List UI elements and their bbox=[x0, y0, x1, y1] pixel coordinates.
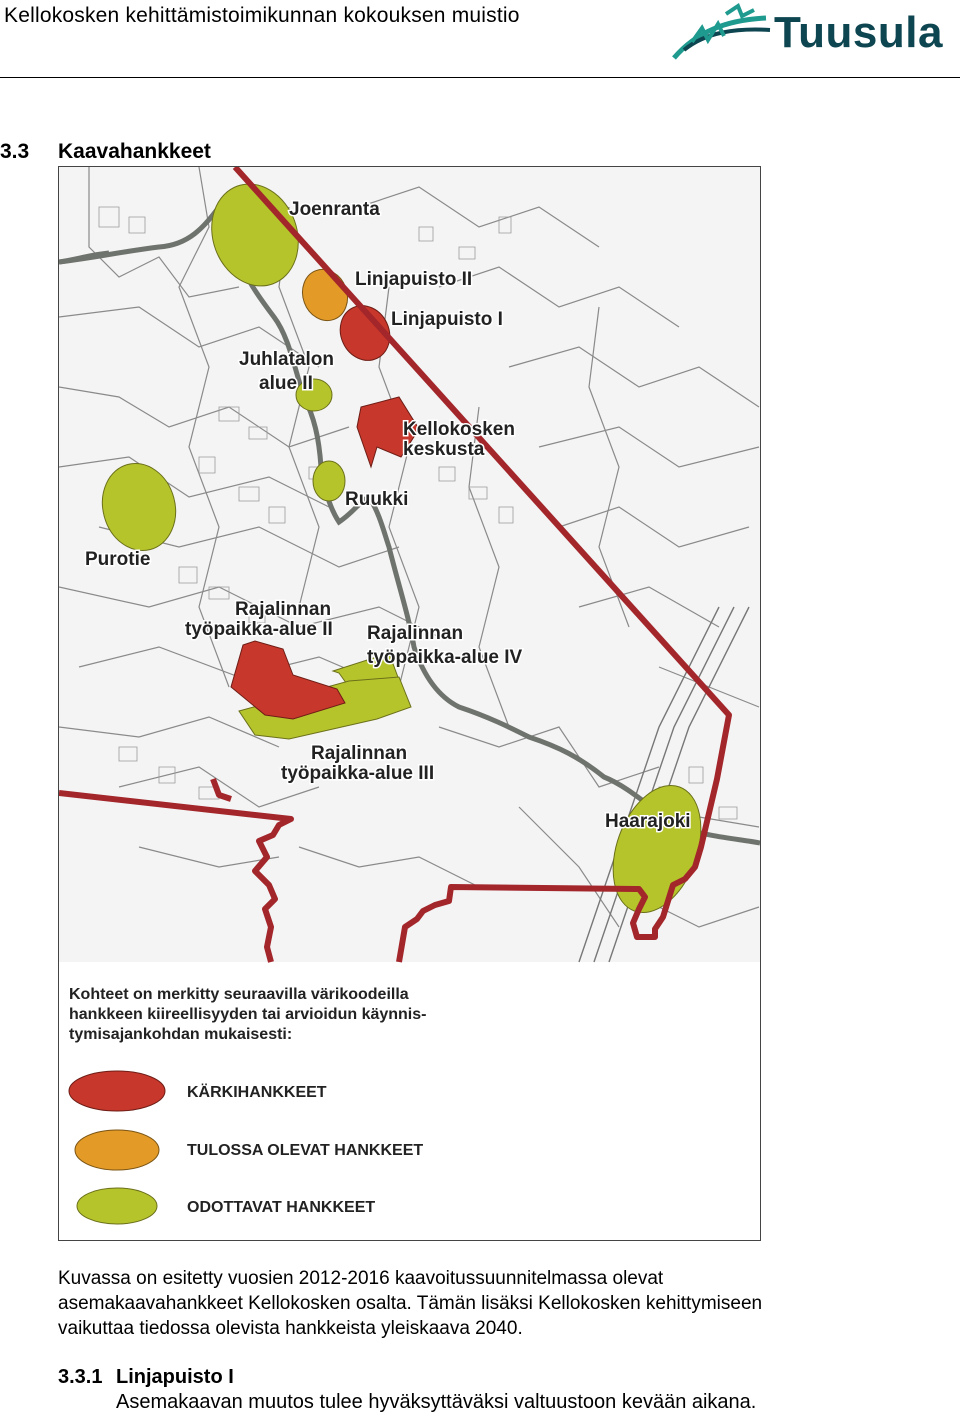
legend-swatch-odottavat bbox=[77, 1188, 157, 1224]
legend-label-karkihankkeet: KÄRKIHANKKEET bbox=[187, 1084, 327, 1101]
subsection-heading bbox=[58, 1366, 234, 1389]
legend-swatch-karkihankkeet bbox=[69, 1071, 165, 1111]
legend-label-odottavat: ODOTTAVAT HANKKEET bbox=[187, 1199, 376, 1216]
legend-intro-line-1: Kohteet on merkitty seuraavilla värikoodeilla bbox=[69, 986, 409, 1003]
tuusula-logo bbox=[666, 2, 960, 66]
label-rajalinnan-ii-2: työpaikka-alue II bbox=[185, 619, 333, 640]
area-ruukki bbox=[313, 461, 345, 501]
legend-swatch-tulossa-olevat bbox=[75, 1130, 159, 1170]
document-header-title: Kellokosken kehittämistoimikunnan kokouksen muistio bbox=[4, 4, 520, 27]
label-juhlatalon-2: alue II bbox=[259, 373, 313, 394]
subsection-text: Asemakaavan muutos tulee hyväksyttäväksi valtuustoon kevään aikana. bbox=[116, 1391, 757, 1413]
tuusula-emblem-icon bbox=[666, 2, 776, 66]
label-kellokosken-1: Kellokosken bbox=[403, 419, 515, 440]
label-rajalinnan-iii-2: työpaikka-alue III bbox=[281, 763, 435, 784]
label-rajalinnan-iii-1: Rajalinnan bbox=[311, 743, 408, 764]
body-line-1: Kuvassa on esitetty vuosien 2012-2016 kaavoitussuunnitelmassa olevat bbox=[58, 1268, 664, 1289]
label-juhlatalon-1: Juhlatalon bbox=[239, 349, 335, 370]
label-linjapuisto-ii: Linjapuisto II bbox=[355, 269, 473, 290]
map-legend bbox=[69, 986, 426, 1224]
legend-intro-line-2: hankkeen kiireellisyyden tai arvioidun käynnis- bbox=[69, 1006, 427, 1023]
zoning-map-figure bbox=[58, 166, 761, 1241]
body-line-2: asemakaavahankkeet Kellokosken osalta. Tämän lisäksi Kellokosken kehittymiseen bbox=[58, 1293, 763, 1314]
label-ruukki: Ruukki bbox=[345, 489, 409, 510]
section-number: 3.3 bbox=[0, 140, 30, 163]
label-rajalinnan-iv-2: työpaikka-alue IV bbox=[367, 647, 523, 668]
body-line-3: vaikuttaa tiedossa olevista hankkeista yleiskaava 2040. bbox=[58, 1318, 523, 1339]
zoning-map bbox=[59, 167, 760, 1240]
label-haarajoki: Haarajoki bbox=[605, 811, 691, 832]
section-title: Kaavahankkeet bbox=[58, 140, 211, 163]
subsection-title: Linjapuisto I bbox=[116, 1366, 234, 1388]
subsection-number: 3.3.1 bbox=[58, 1366, 103, 1388]
label-purotie: Purotie bbox=[85, 549, 151, 570]
logo-wordmark: Tuusula bbox=[774, 8, 943, 57]
label-joenranta: Joenranta bbox=[289, 199, 380, 220]
label-linjapuisto-i: Linjapuisto I bbox=[391, 309, 503, 330]
label-rajalinnan-iv-1: Rajalinnan bbox=[367, 623, 464, 644]
label-kellokosken-2: keskusta bbox=[403, 439, 485, 460]
header-divider bbox=[0, 77, 960, 78]
legend-label-tulossa-olevat: TULOSSA OLEVAT HANKKEET bbox=[187, 1142, 424, 1159]
label-rajalinnan-ii-1: Rajalinnan bbox=[235, 599, 332, 620]
body-paragraph bbox=[58, 1266, 938, 1341]
legend-intro-line-3: tymisajankohdan mukaisesti: bbox=[69, 1026, 293, 1043]
section-heading bbox=[0, 140, 211, 164]
